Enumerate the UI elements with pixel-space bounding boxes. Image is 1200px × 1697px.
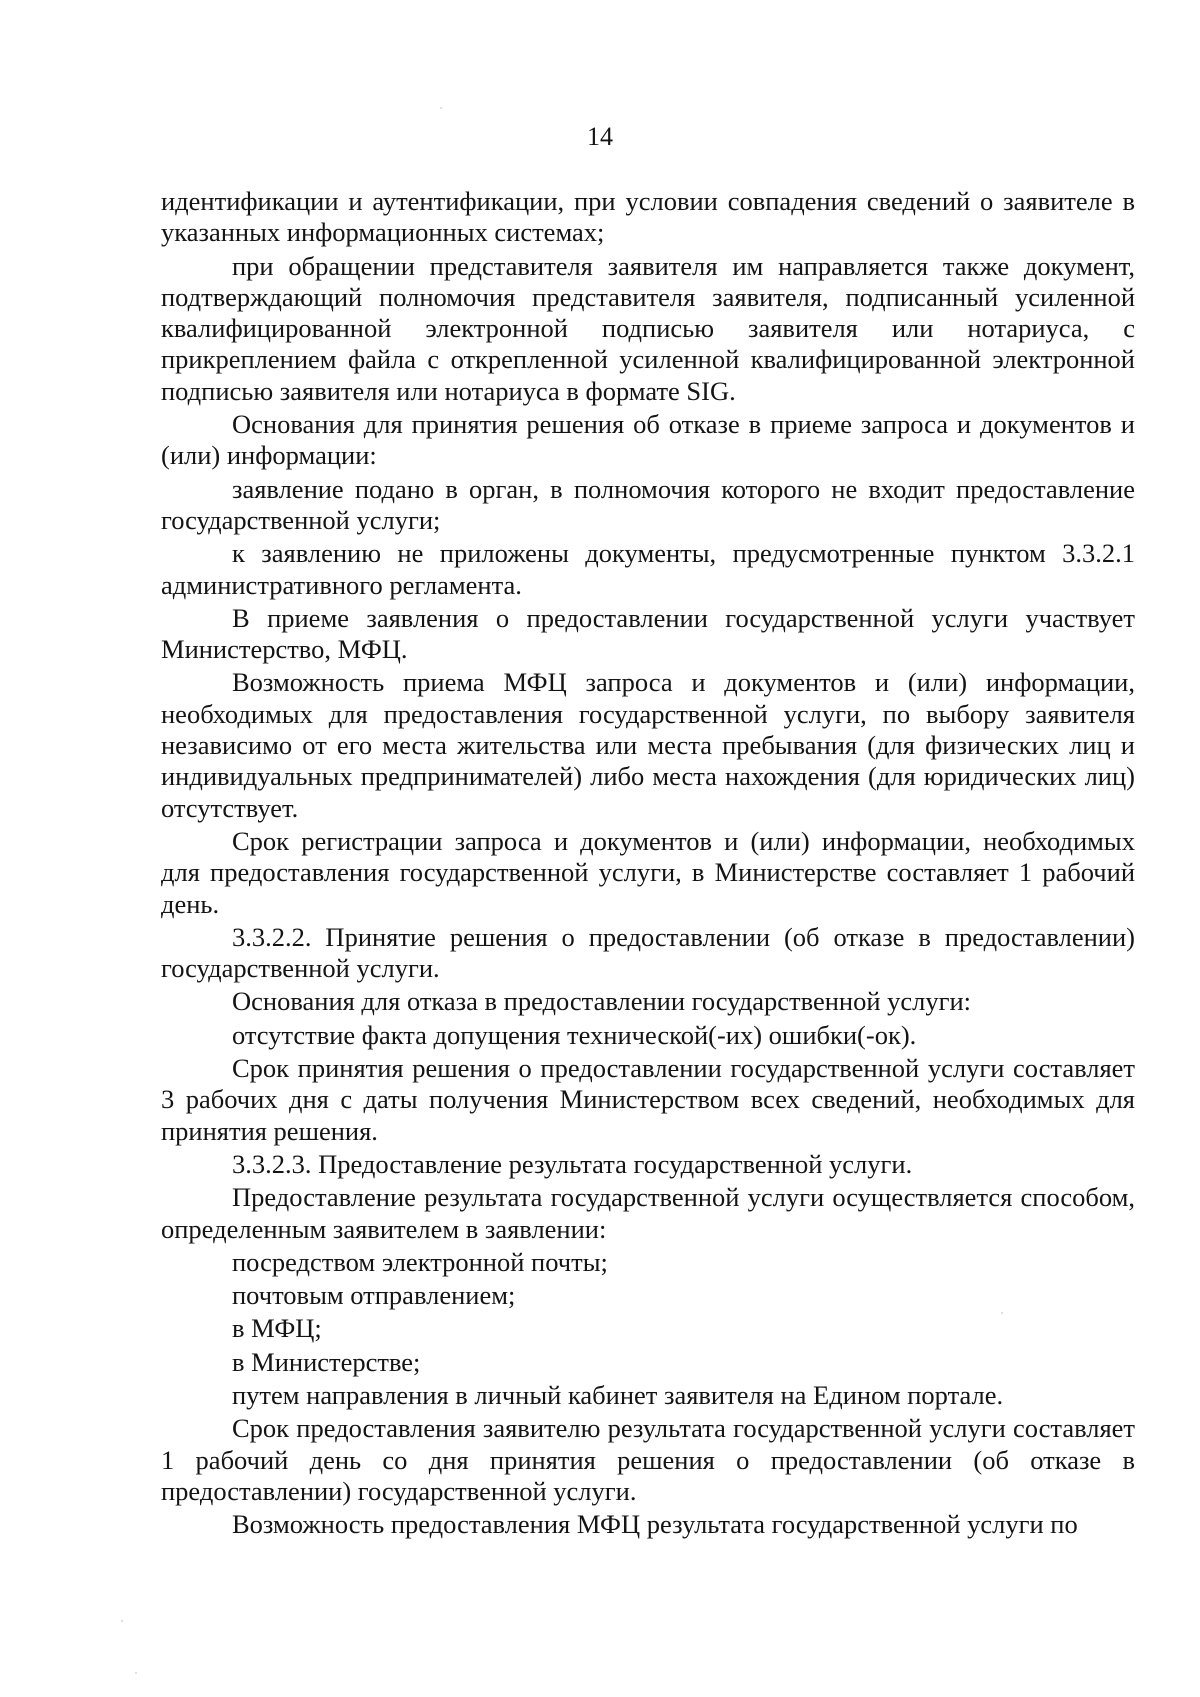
paragraph-registration-term: Срок регистрации запроса и документов и (или) информации, необходимых для предоставления государственной услуги, в Министерстве составляет 1 рабочий день. [161, 825, 1135, 919]
list-item-email: посредством электронной почты; [232, 1246, 608, 1277]
paragraph-denial-ground-item: отсутствие факта допущения технической(-их) ошибки(-ок). [232, 1019, 917, 1050]
paragraph-refusal-ground-missing-docs: к заявлению не приложены документы, предусмотренные пунктом 3.3.2.1 административного регламента. [161, 538, 1135, 600]
paragraph-mfc-result: Возможность предоставления МФЦ результата государственной услуги по [232, 1509, 1078, 1540]
paragraph-result-delivery-method: Предоставление результата государственной услуги осуществляется способом, определенным заявителем в заявлении: [161, 1182, 1135, 1244]
paragraph-participants: В приеме заявления о предоставлении государственной услуги участвует Министерство, МФЦ. [161, 602, 1135, 665]
list-item-portal: путем направления в личный кабинет заявителя на Едином портале. [232, 1379, 1004, 1410]
body-text [161, 186, 1135, 1542]
paragraph-representative-document: при обращении представителя заявителя им направляется также документ, подтверждающий полномочия представителя заявителя, подписанный усиленной квалифицированной электронной подписью заявителя или нотариуса, с прикреплением файла с открепленной усиленной квалифицированной электронной подписью заявителя или нотариуса в формате SIG. [161, 250, 1135, 406]
section-3-3-2-2-heading: 3.3.2.2. Принятие решения о предоставлении (об отказе в предоставлении) государственной услуги. [161, 921, 1135, 984]
paragraph-refusal-ground-wrong-body: заявление подано в орган, в полномочия которого не входит предоставление государственной услуги; [161, 473, 1135, 535]
list-item-mfc: в МФЦ; [232, 1313, 322, 1344]
list-item-post: почтовым отправлением; [232, 1280, 516, 1311]
page-number: 14 [587, 122, 613, 151]
scan-speck [135, 1672, 137, 1674]
paragraph-result-term: Срок предоставления заявителю результата государственной услуги составляет 1 рабочий день со дня принятия решения о предоставлении (об отказе в предоставлении) государственной услуги. [161, 1413, 1135, 1506]
paragraph-decision-term: Срок принятия решения о предоставлении государственной услуги составляет 3 рабочих дня с даты получения Министерством всех сведений, необходимых для принятия решения. [161, 1053, 1135, 1146]
scan-speck [440, 107, 442, 109]
section-3-3-2-3-heading: 3.3.2.3. Предоставление результата государственной услуги. [232, 1148, 913, 1179]
paragraph-denial-grounds: Основания для отказа в предоставлении государственной услуги: [232, 986, 972, 1017]
list-item-ministry: в Министерстве; [232, 1346, 421, 1377]
paragraph-continuation: идентификации и аутентификации, при условии совпадения сведений о заявителе в указанных информационных системах; [161, 186, 1135, 248]
paragraph-mfc-extraterritorial: Возможность приема МФЦ запроса и документов и (или) информации, необходимых для предоставления государственной услуги, по выбору заявителя независимо от его места жительства или места пребывания (для физических лиц и индивидуальных предпринимателей) либо места нахождения (для юридических лиц) отсутствует. [161, 667, 1135, 823]
scan-speck [121, 1620, 123, 1622]
scan-speck [1001, 1312, 1003, 1314]
paragraph-refusal-grounds: Основания для принятия решения об отказе в приеме запроса и документов и (или) информации: [161, 409, 1135, 471]
